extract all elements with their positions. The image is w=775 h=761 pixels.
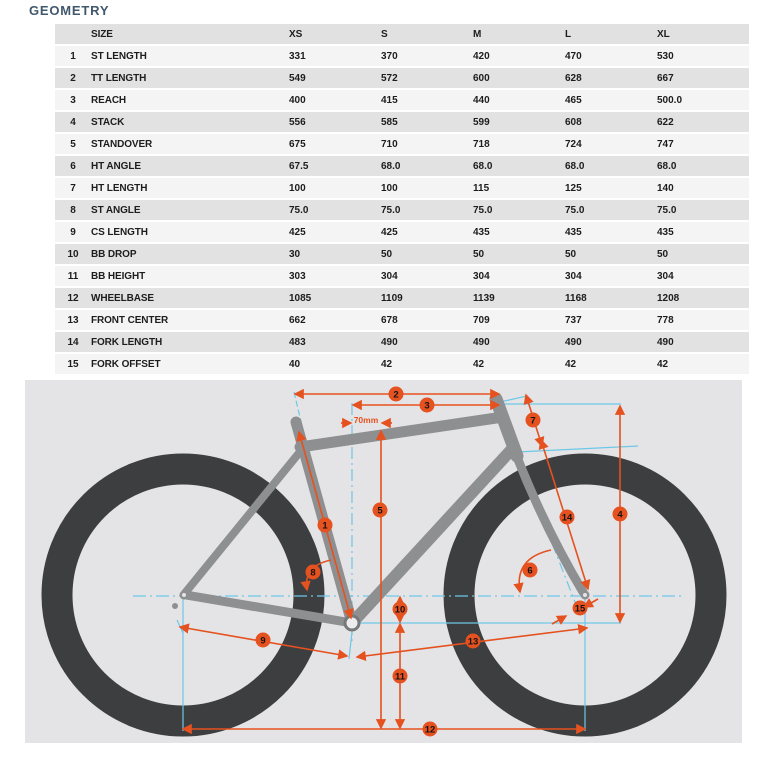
callout-8 (306, 565, 321, 580)
callout-15 (573, 601, 588, 616)
row-label: FORK OFFSET (91, 358, 161, 370)
row-value: 68.0 (657, 160, 677, 172)
derailleur-hanger (172, 603, 178, 609)
row-value: 718 (473, 138, 490, 150)
row-value: 40 (289, 358, 301, 370)
svg-text:5: 5 (377, 505, 383, 517)
table-row (55, 112, 749, 132)
row-value: 50 (657, 248, 669, 260)
row-value: 622 (657, 116, 674, 128)
row-number: 4 (70, 116, 76, 128)
row-value: 662 (289, 314, 306, 326)
row-value: 303 (289, 270, 306, 282)
row-number: 2 (70, 72, 76, 84)
row-number: 6 (70, 160, 76, 172)
row-label: REACH (91, 94, 127, 106)
front-axle (583, 593, 587, 597)
row-label: STACK (91, 116, 125, 128)
row-value: 400 (289, 94, 306, 106)
table-row (55, 134, 749, 154)
row-number: 12 (67, 292, 79, 304)
row-value: 68.0 (565, 160, 585, 172)
row-value: 490 (565, 336, 582, 348)
svg-text:7: 7 (530, 415, 536, 427)
row-number: 9 (70, 226, 76, 238)
row-value: 42 (381, 358, 393, 370)
row-value: 1085 (289, 292, 312, 304)
row-value: 68.0 (473, 160, 493, 172)
svg-text:14: 14 (561, 512, 573, 524)
row-value: 68.0 (381, 160, 401, 172)
table-row (55, 332, 749, 352)
row-label: ST LENGTH (91, 50, 147, 62)
row-value: 75.0 (565, 204, 585, 216)
svg-text:15: 15 (574, 603, 586, 615)
table-row (55, 156, 749, 176)
row-value: 1208 (657, 292, 680, 304)
row-value: 75.0 (473, 204, 493, 216)
dimension-70mm-label: 70mm (353, 415, 379, 425)
row-value: 667 (657, 72, 674, 84)
row-value: 425 (289, 226, 306, 238)
row-value: 304 (657, 270, 674, 282)
row-value: 628 (565, 72, 582, 84)
row-value: 115 (473, 182, 490, 194)
row-value: 435 (473, 226, 490, 238)
row-value: 42 (473, 358, 485, 370)
row-value: 370 (381, 50, 398, 62)
header-size-column: S (381, 28, 388, 40)
header-size-cell: SIZE (91, 28, 113, 40)
row-label: FORK LENGTH (91, 336, 163, 348)
svg-text:1: 1 (322, 520, 328, 532)
row-number: 3 (70, 94, 76, 106)
row-number: 14 (67, 336, 79, 348)
row-label: HT ANGLE (91, 160, 141, 172)
row-value: 1109 (381, 292, 403, 304)
page-title: GEOMETRY (29, 3, 110, 18)
row-value: 75.0 (289, 204, 309, 216)
svg-text:13: 13 (467, 636, 479, 648)
row-value: 1139 (473, 292, 495, 304)
callout-11 (393, 669, 408, 684)
svg-text:11: 11 (394, 671, 406, 683)
row-label: ST ANGLE (91, 204, 141, 216)
row-value: 50 (565, 248, 577, 260)
header-size-column: L (565, 28, 572, 40)
row-value: 75.0 (657, 204, 677, 216)
row-value: 440 (473, 94, 490, 106)
row-value: 331 (289, 50, 306, 62)
row-value: 100 (289, 182, 306, 194)
table-row (55, 178, 749, 198)
row-value: 100 (381, 182, 398, 194)
svg-text:10: 10 (394, 604, 406, 616)
row-value: 30 (289, 248, 301, 260)
row-value: 549 (289, 72, 306, 84)
row-number: 10 (67, 248, 79, 260)
row-label: FRONT CENTER (91, 314, 169, 326)
callout-10 (393, 602, 408, 617)
row-value: 435 (657, 226, 674, 238)
bike-geometry-diagram (0, 380, 775, 761)
row-number: 1 (70, 50, 76, 62)
table-row (55, 46, 749, 66)
row-label: TT LENGTH (91, 72, 147, 84)
callout-12 (423, 722, 438, 737)
row-value: 304 (473, 270, 490, 282)
table-header-row (55, 24, 749, 44)
row-value: 425 (381, 226, 398, 238)
table-row (55, 266, 749, 286)
row-value: 140 (657, 182, 674, 194)
callout-9 (256, 633, 271, 648)
header-size-column: M (473, 28, 482, 40)
row-value: 572 (381, 72, 398, 84)
row-value: 490 (473, 336, 490, 348)
row-value: 710 (381, 138, 398, 150)
row-value: 585 (381, 116, 398, 128)
row-number: 7 (70, 182, 76, 194)
row-value: 304 (565, 270, 582, 282)
row-value: 67.5 (289, 160, 309, 172)
geometry-table-body (55, 46, 749, 374)
row-value: 530 (657, 50, 674, 62)
row-value: 50 (473, 248, 485, 260)
row-number: 13 (67, 314, 79, 326)
rear-axle (182, 593, 186, 597)
row-label: WHEELBASE (91, 292, 154, 304)
row-value: 304 (381, 270, 398, 282)
row-label: BB DROP (91, 248, 137, 260)
row-number: 15 (67, 358, 79, 370)
table-row (55, 354, 749, 374)
row-value: 678 (381, 314, 398, 326)
row-value: 50 (381, 248, 393, 260)
row-value: 483 (289, 336, 306, 348)
row-label: HT LENGTH (91, 182, 148, 194)
callout-4 (613, 507, 628, 522)
row-number: 11 (67, 270, 79, 282)
table-row (55, 200, 749, 220)
svg-text:2: 2 (393, 389, 399, 401)
row-value: 608 (565, 116, 582, 128)
row-value: 778 (657, 314, 674, 326)
row-value: 490 (381, 336, 398, 348)
row-value: 737 (565, 314, 582, 326)
table-row (55, 68, 749, 88)
svg-text:6: 6 (527, 565, 533, 577)
bottom-bracket (345, 616, 359, 630)
callout-14 (560, 510, 575, 525)
svg-text:9: 9 (260, 635, 266, 647)
svg-text:3: 3 (424, 400, 430, 412)
row-label: CS LENGTH (91, 226, 148, 238)
row-value: 490 (657, 336, 674, 348)
row-value: 500.0 (657, 94, 683, 106)
row-value: 415 (381, 94, 398, 106)
svg-text:8: 8 (310, 567, 316, 579)
table-row (55, 222, 749, 242)
header-number-cell (55, 24, 91, 44)
row-value: 420 (473, 50, 490, 62)
row-value: 599 (473, 116, 490, 128)
svg-text:4: 4 (617, 509, 623, 521)
row-value: 465 (565, 94, 582, 106)
row-value: 75.0 (381, 204, 401, 216)
callout-13 (466, 634, 481, 649)
callout-2 (389, 387, 404, 402)
row-value: 42 (657, 358, 669, 370)
table-row (55, 310, 749, 330)
row-value: 435 (565, 226, 582, 238)
row-value: 709 (473, 314, 490, 326)
row-value: 724 (565, 138, 582, 150)
row-value: 675 (289, 138, 306, 150)
callout-6 (523, 563, 538, 578)
row-value: 42 (565, 358, 577, 370)
callout-5 (373, 503, 388, 518)
row-value: 470 (565, 50, 582, 62)
callout-7 (526, 413, 541, 428)
svg-text:12: 12 (424, 724, 436, 736)
row-value: 1168 (565, 292, 587, 304)
table-row (55, 244, 749, 264)
row-number: 8 (70, 204, 76, 216)
geometry-table (55, 22, 749, 376)
header-size-column: XS (289, 28, 303, 40)
row-value: 556 (289, 116, 306, 128)
row-label: STANDOVER (91, 138, 153, 150)
callout-3 (420, 398, 435, 413)
row-number: 5 (70, 138, 76, 150)
row-value: 600 (473, 72, 490, 84)
callout-1 (318, 518, 333, 533)
table-row (55, 90, 749, 110)
row-value: 747 (657, 138, 674, 150)
row-value: 125 (565, 182, 582, 194)
table-row (55, 288, 749, 308)
header-size-column: XL (657, 28, 670, 40)
row-label: BB HEIGHT (91, 270, 146, 282)
